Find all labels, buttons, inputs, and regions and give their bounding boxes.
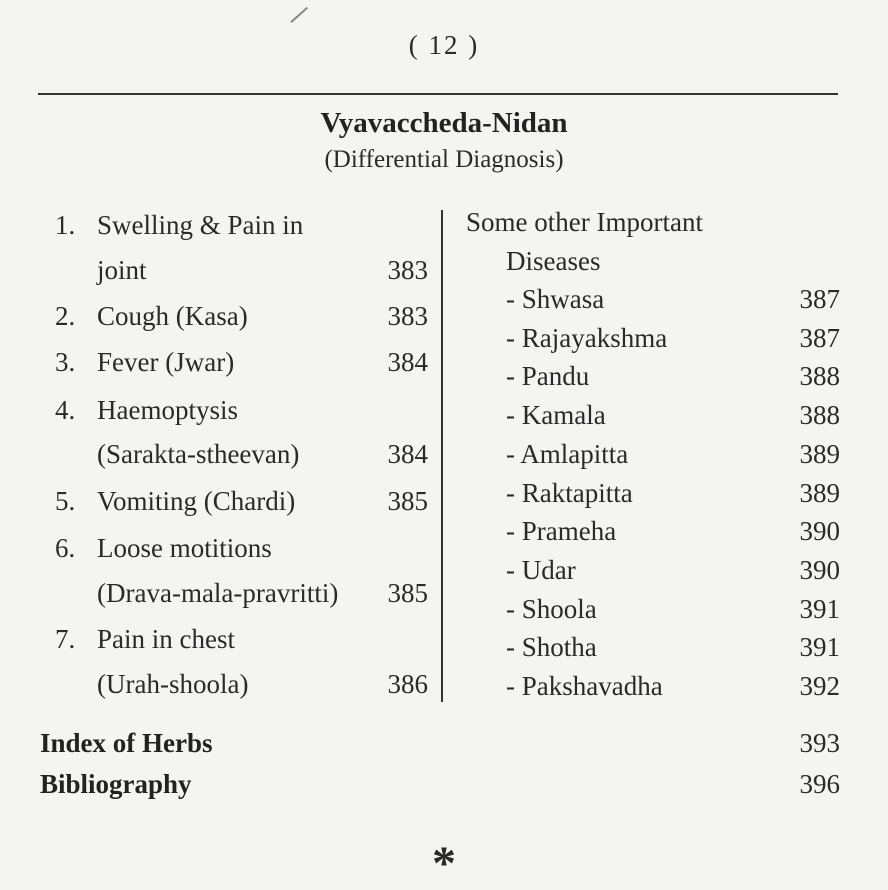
right-heading-cont: Diseases (506, 246, 601, 276)
toc-item-page[interactable]: 386 (387, 669, 428, 699)
toc-subitem-label[interactable]: - Amlapitta (506, 439, 629, 469)
toc-subitem-page[interactable]: 389 (799, 439, 840, 469)
toc-subitem-page[interactable]: 387 (799, 284, 840, 314)
toc-item-label-cont[interactable]: (Sarakta-stheevan) (97, 439, 300, 469)
toc-subitem-label[interactable]: - Shotha (506, 632, 597, 662)
toc-item-label[interactable]: Swelling & Pain in (97, 210, 304, 240)
toc-item-label[interactable]: Fever (Jwar) (97, 347, 235, 377)
toc-subitem-page[interactable]: 389 (799, 478, 840, 508)
toc-index-of-herbs-page[interactable]: 393 (799, 728, 840, 758)
toc-item-number: 7. (55, 624, 76, 654)
toc-item-number: 2. (55, 301, 76, 331)
toc-subitem-label[interactable]: - Prameha (506, 516, 617, 546)
toc-item-label[interactable]: Loose motitions (97, 533, 272, 563)
toc-subitem-label[interactable]: - Shwasa (506, 284, 605, 314)
toc-item-number: 6. (55, 533, 76, 563)
toc-item-number: 3. (55, 347, 76, 377)
toc-item-label-cont[interactable]: (Drava-mala-pravritti) (97, 578, 339, 608)
toc-item-number: 4. (55, 395, 76, 425)
column-divider (441, 210, 443, 702)
toc-index-of-herbs[interactable]: Index of Herbs (40, 728, 213, 758)
toc-item-page[interactable]: 383 (387, 255, 428, 285)
header-rule (38, 93, 838, 95)
toc-subitem-page[interactable]: 387 (799, 323, 840, 353)
toc-item-label-cont[interactable]: joint (97, 255, 147, 285)
toc-subitem-label[interactable]: - Raktapitta (506, 478, 633, 508)
toc-item-label-cont[interactable]: (Urah-shoola) (97, 669, 249, 699)
toc-item-number: 1. (55, 210, 76, 240)
end-asterisk: * (432, 837, 456, 890)
toc-subitem-label[interactable]: - Shoola (506, 594, 597, 624)
toc-item-label[interactable]: Pain in chest (97, 624, 235, 654)
toc-subitem-page[interactable]: 388 (799, 361, 840, 391)
toc-subitem-page[interactable]: 392 (799, 671, 840, 701)
right-heading: Some other Important (466, 207, 703, 237)
toc-item-page[interactable]: 384 (387, 347, 428, 377)
toc-subitem-page[interactable]: 391 (799, 594, 840, 624)
toc-subitem-label[interactable]: - Pakshavadha (506, 671, 663, 701)
toc-item-label[interactable]: Vomiting (Chardi) (97, 486, 296, 516)
toc-item-page[interactable]: 384 (387, 439, 428, 469)
toc-item-page[interactable]: 383 (387, 301, 428, 331)
toc-item-label[interactable]: Cough (Kasa) (97, 301, 248, 331)
toc-item-page[interactable]: 385 (387, 578, 428, 608)
toc-subitem-page[interactable]: 390 (799, 555, 840, 585)
toc-subitem-label[interactable]: - Udar (506, 555, 576, 585)
toc-subitem-label[interactable]: - Kamala (506, 400, 606, 430)
toc-bibliography-page[interactable]: 396 (799, 769, 840, 799)
toc-subitem-label[interactable]: - Pandu (506, 361, 590, 391)
toc-item-number: 5. (55, 486, 76, 516)
toc-bibliography[interactable]: Bibliography (40, 769, 192, 799)
toc-item-label[interactable]: Haemoptysis (97, 395, 238, 425)
toc-subitem-label[interactable]: - Rajayakshma (506, 323, 668, 353)
page-number: ( 12 ) (408, 30, 480, 60)
toc-item-page[interactable]: 385 (387, 486, 428, 516)
section-title: Vyavaccheda-Nidan (320, 107, 568, 139)
pen-mark (290, 7, 307, 23)
toc-subitem-page[interactable]: 391 (799, 632, 840, 662)
toc-subitem-page[interactable]: 390 (799, 516, 840, 546)
section-subtitle: (Differential Diagnosis) (324, 146, 564, 173)
toc-subitem-page[interactable]: 388 (799, 400, 840, 430)
